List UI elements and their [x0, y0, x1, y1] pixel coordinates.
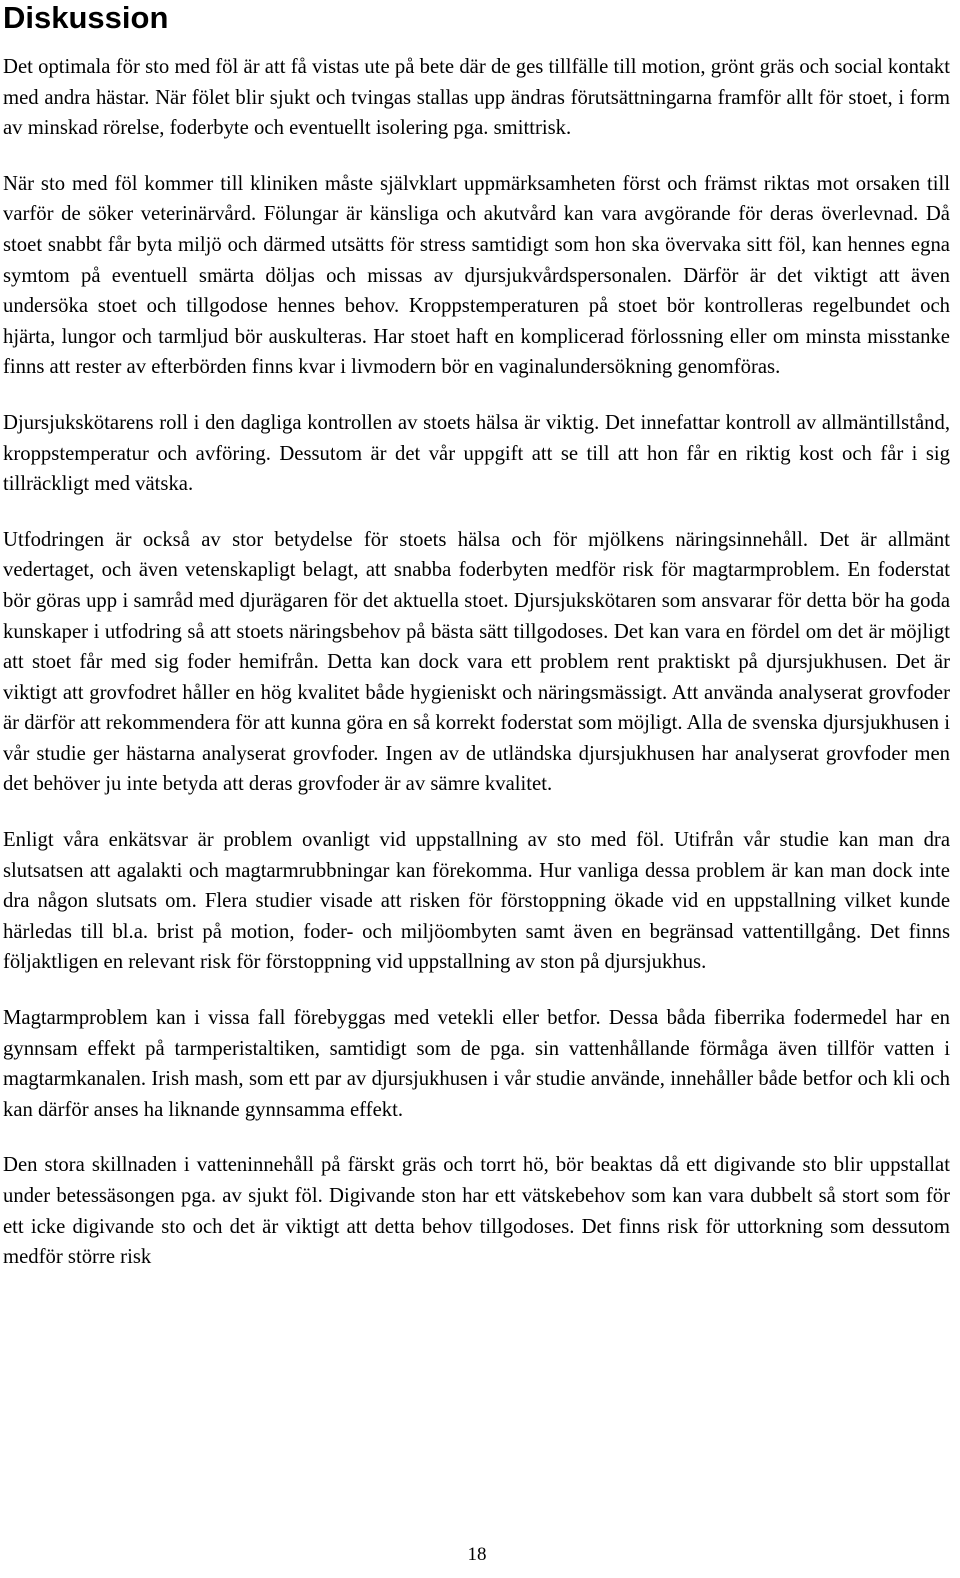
paragraph-7: Den stora skillnaden i vatteninnehåll på färskt gräs och torrt hö, bör beaktas då ett digivande sto blir uppstallat under betessäsongen pga. av sjukt föl. Digivande ston har ett vätskebehov som kan vara dubbelt så stort som för ett icke digivande sto och det är viktigt att detta behov tillgodoses. Det finns risk för uttorkning som dessutom medför större risk	[3, 1154, 950, 1269]
paragraph-4: Utfodringen är också av stor betydelse för stoets hälsa och för mjölkens näringsinnehåll. Det är allmänt vedertaget, och även vetenskapligt belagt, att snabba foderbyten medför risk för magtarmproblem. En foderstat bör göras upp i samråd med djurägaren för det aktuella stoet. Djursjukskötaren som ansvarar för detta bör ha goda kunskaper i utfodring så att stoets näringsbehov på bästa sätt tillgodoses. Det kan vara en fördel om det är möjligt att stoet får med sig foder hemifrån. Detta kan dock vara ett problem rent praktiskt på djursjukhusen. Det är viktigt att grovfodret håller en hög kvalitet både hygieniskt och näringsmässigt. Att använda analyserat grovfoder är därför att rekommendera för att kunna göra en så korrekt foderstat som möjligt. Alla de svenska djursjukhusen i vår studie ger hästarna analyserat grovfoder. Ingen av de utländska djursjukhusen har analyserat grovfoder men det behöver ju inte betyda att deras grovfoder är av sämre kvalitet.	[3, 528, 950, 796]
paragraph-6: Magtarmproblem kan i vissa fall förebyggas med vetekli eller betfor. Dessa båda fiberrika fodermedel har en gynnsam effekt på tarmperistaltiken, samtidigt som de pga. sin vattenhållande förmåga även tillför vatten i magtarmkanalen. Irish mash, som ett par av djursjukhusen i vår studie använde, innehåller både betfor och kli och kan därför anses ha liknande gynnsamma effekt.	[3, 1007, 950, 1121]
paragraph-1: Det optimala för sto med föl är att få vistas ute på bete där de ges tillfälle till motion, grönt gräs och social kontakt med andra hästar. När fölet blir sjukt och tvingas stallas upp ändras förutsättningarna framför allt för stoet, i form av minskad rörelse, foderbyte och eventuellt isolering pga. smittrisk.	[3, 56, 950, 140]
paragraph-2: När sto med föl kommer till kliniken måste självklart uppmärksamheten först och främst riktas mot orsaken till varför de söker veterinärvård. Fölungar är känsliga och akutvård kan vara avgörande för deras överlevnad. Då stoet snabbt får byta miljö och därmed utsätts för stress samtidigt som hon ska övervaka sitt föl, kan hennes egna symtom på eventuell smärta döljas och missas av djursjukvårdspersonalen. Därför är det viktigt att även undersöka stoet och tillgodose hennes behov. Kroppstemperaturen på stoet bör kontrolleras regelbundet och hjärta, lungor och tarmljud bör auskulteras. Har stoet haft en komplicerad förlossning eller om minsta misstanke finns att rester av efterbörden finns kvar i livmodern bör en vaginalundersökning genomföras.	[3, 172, 950, 379]
paragraph-3: Djursjukskötarens roll i den dagliga kontrollen av stoets hälsa är viktig. Det innefattar kontroll av allmäntillstånd, kroppstemperatur och avföring. Dessutom är det vår uppgift att se till att hon får en riktig kost och får i sig tillräckligt med vätska.	[3, 411, 950, 496]
document-page	[3, 0, 950, 1273]
section-heading: Diskussion	[3, 0, 169, 35]
page-number: 18	[467, 1544, 487, 1565]
paragraph-5: Enligt våra enkätsvar är problem ovanligt vid uppstallning av sto med föl. Utifrån vår studie kan man dra slutsatsen att agalakti och magtarmrubbningar kan förekomma. Hur vanliga dessa problem är kan man dock inte dra någon slutsats om. Flera studier visade att risken för förstoppning ökade vid en uppstallning vilket kunde härledas till bl.a. brist på motion, foder- och miljöombyten samt även en begränsad vattentillgång. Det finns följaktligen en relevant risk för förstoppning vid uppstallning av ston på djursjukhus.	[3, 829, 950, 974]
